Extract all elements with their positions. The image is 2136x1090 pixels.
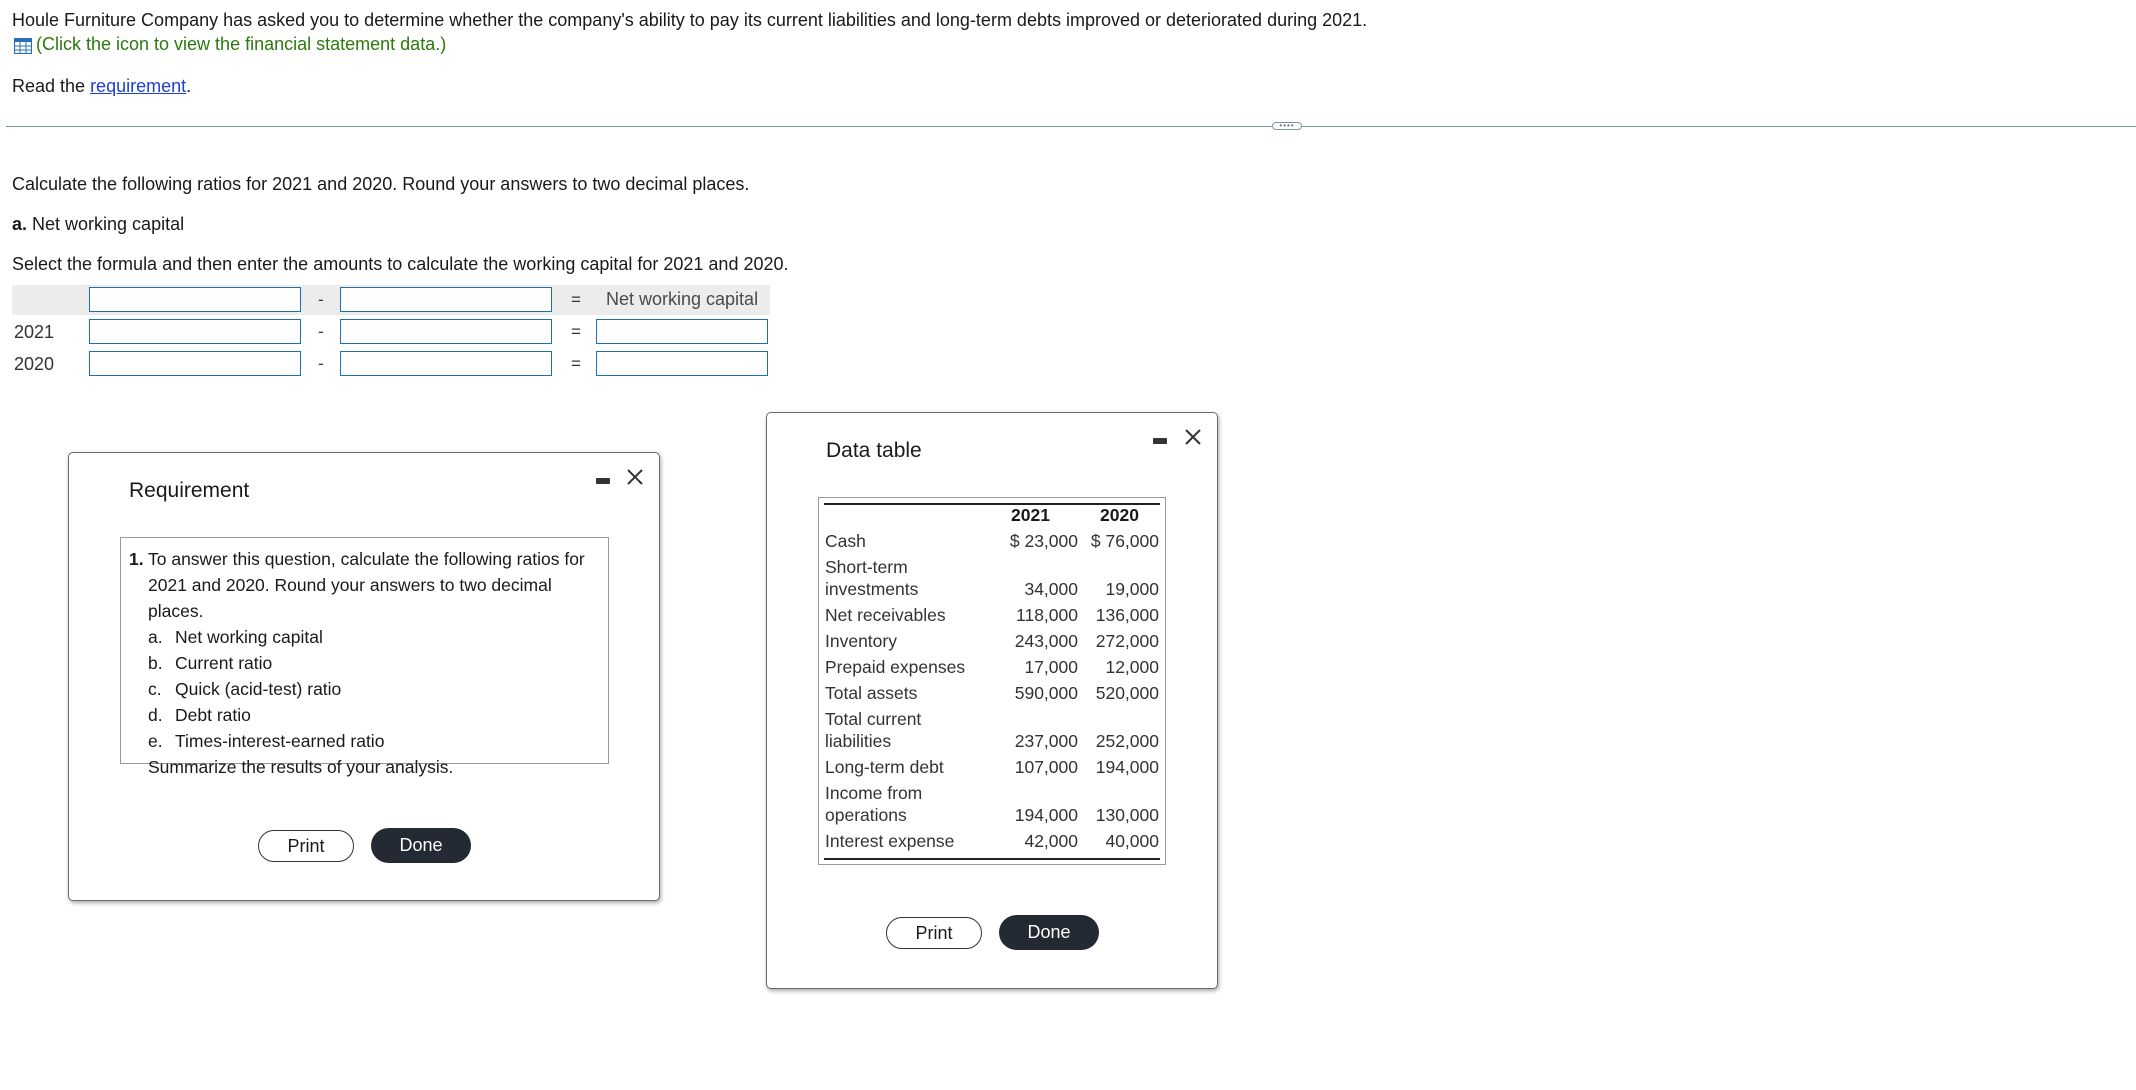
requirement-subitem [129,624,600,650]
row-label-2021: 2021 [14,322,55,342]
row-label-cont: operations [825,805,907,825]
value-2020: 12,000 [1105,657,1159,677]
row-label-2020: 2020 [14,354,55,374]
row-label: Prepaid expenses [825,657,966,677]
input-2021-left[interactable] [89,319,301,344]
value-2021: 237,000 [1014,731,1078,751]
column-header-2020: 2020 [1100,505,1139,525]
value-2021: 243,000 [1014,631,1078,651]
equals-sign: = [571,322,581,341]
value-2020: 252,000 [1095,731,1159,751]
print-button[interactable]: Print [886,917,982,949]
minus-sign: - [318,354,324,373]
minus-sign: - [318,322,324,341]
row-label: Cash [825,531,866,551]
row-label: Short-term [825,557,908,577]
input-2020-right[interactable] [340,351,552,376]
subitem-letter: a. [148,627,163,647]
equals-sign: = [571,290,581,309]
subitem-text: Times-interest-earned ratio [175,731,385,751]
value-2021: 590,000 [1014,683,1078,703]
requirement-item-number: 1. [129,549,144,569]
value-2021: $ 23,000 [1009,531,1078,551]
row-label-cont: investments [825,579,919,599]
result-2020[interactable] [596,351,768,376]
subitem-text: Current ratio [175,653,273,673]
formula-select-left[interactable] [89,287,301,312]
part-letter: a. [12,214,28,234]
value-2020: $ 76,000 [1090,531,1159,551]
row-label: Interest expense [825,831,955,851]
problem-intro: Houle Furniture Company has asked you to determine whether the company's ability to pay its current liabilities and long-term debts improved or deteriorated during 2021. [12,10,1368,30]
input-2020-left[interactable] [89,351,301,376]
subitem-letter: c. [148,679,162,699]
value-2021: 118,000 [1016,605,1078,625]
question-part-a [12,212,184,236]
handle-dots-icon: •••• [1279,121,1295,130]
requirement-subitem [129,702,600,728]
close-icon[interactable] [1183,427,1203,447]
read-requirement-line [12,74,191,98]
requirement-item-text: To answer this question, calculate the following ratios for 2021 and 2020. Round your answers to two decimal places. [148,549,585,621]
row-label: Total assets [825,683,918,703]
value-2021: 34,000 [1024,579,1078,599]
value-2021: 17,000 [1024,657,1078,677]
minimize-icon[interactable] [596,478,610,484]
requirement-item [129,546,600,624]
done-button[interactable]: Done [371,828,471,863]
row-label: Long-term debt [825,757,944,777]
row-label: Total current [825,709,922,729]
subitem-text: Net working capital [175,627,323,647]
result-2021[interactable] [596,319,768,344]
value-2020: 130,000 [1095,805,1159,825]
requirement-dialog [68,452,660,901]
financial-statement-link-text[interactable]: (Click the icon to view the financial statement data.) [36,34,447,54]
table-bottom-rule [824,858,1160,860]
input-2021-right[interactable] [340,319,552,344]
pane-resize-handle[interactable] [1272,122,1302,130]
minus-sign: - [318,290,324,309]
value-2020: 19,000 [1105,579,1159,599]
requirement-summary: Summarize the results of your analysis. [148,757,454,777]
requirement-link[interactable]: requirement [90,76,187,96]
value-2020: 272,000 [1095,631,1159,651]
value-2020: 194,000 [1095,757,1159,777]
pane-divider [6,126,2136,127]
row-label: Net receivables [825,605,946,625]
row-label-cont: liabilities [825,731,892,751]
question-instruction: Calculate the following ratios for 2021 and 2020. Round your answers to two decimal places. [12,174,750,194]
result-header: Net working capital [606,289,759,309]
read-prefix: Read the [12,76,91,96]
table-grid-icon[interactable] [14,36,32,52]
column-header-2021: 2021 [1011,505,1050,525]
value-2020: 520,000 [1095,683,1159,703]
subitem-letter: b. [148,653,163,673]
value-2021: 194,000 [1014,805,1078,825]
read-suffix: . [186,76,192,96]
minimize-icon[interactable] [1153,438,1167,444]
requirement-subitem [129,676,600,702]
part-label: Net working capital [27,214,185,234]
equals-sign: = [571,354,581,373]
row-label: Income from [825,783,923,803]
data-table-dialog-title: Data table [826,439,922,462]
requirement-subitem [129,650,600,676]
value-2020: 40,000 [1105,831,1159,851]
print-button[interactable]: Print [258,830,354,862]
requirement-dialog-title: Requirement [129,479,250,502]
question-select-text: Select the formula and then enter the amounts to calculate the working capital for 2021 and 2020. [12,254,789,274]
subitem-text: Quick (acid-test) ratio [175,679,342,699]
subitem-letter: d. [148,705,163,725]
financial-statement-link[interactable] [14,32,446,56]
subitem-text: Debt ratio [175,705,251,725]
value-2020: 136,000 [1095,605,1159,625]
requirement-list-box [120,537,609,777]
financial-data-table [818,497,1166,865]
value-2021: 107,000 [1014,757,1078,777]
done-button[interactable]: Done [999,915,1099,950]
close-icon[interactable] [625,467,645,487]
row-label: Inventory [825,631,897,651]
value-2021: 42,000 [1024,831,1078,851]
data-table-dialog [766,412,1218,989]
requirement-subitem [129,728,600,754]
subitem-letter: e. [148,731,163,751]
formula-select-right[interactable] [340,287,552,312]
